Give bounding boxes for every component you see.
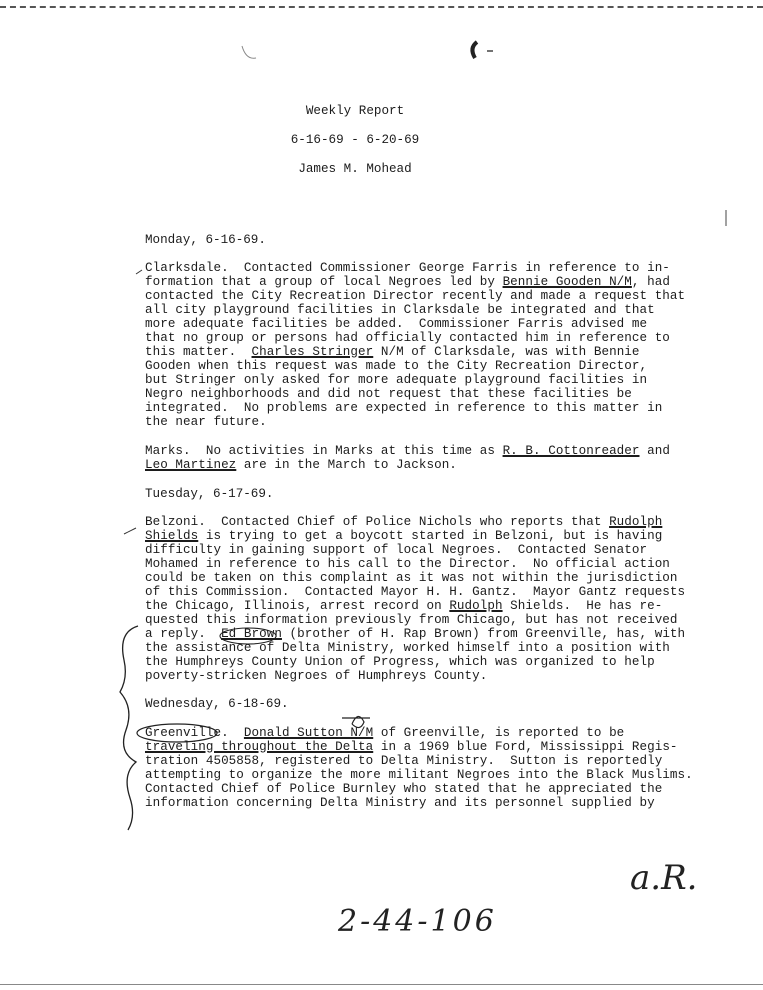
- text-line: Belzoni. Contacted Chief of Police Nichols who reports that Rudolph: [145, 515, 663, 529]
- text-line: poverty-stricken Negroes of Humphreys County.: [145, 669, 488, 683]
- text-line: the near future.: [145, 415, 267, 429]
- text-line: the Humphreys County Union of Progress, which was organized to help: [145, 655, 655, 669]
- margin-tick: [136, 270, 142, 274]
- text-line: more adequate facilities be added. Commissioner Farris advised me: [145, 317, 648, 331]
- text-line: Leo Martinez are in the March to Jackson.: [145, 458, 457, 472]
- text-line: the Chicago, Illinois, arrest record on Rudolph Shields. He has re-: [145, 599, 663, 613]
- text-line: Clarksdale. Contacted Commissioner George Farris in reference to in-: [145, 261, 670, 275]
- text-line: quested this information previously from Chicago, but has not received: [145, 613, 678, 627]
- text-line: Marks. No activities in Marks at this time as R. B. Cottonreader and: [145, 444, 670, 458]
- text-line: all city playground facilities in Clarksdale be integrated and that: [145, 303, 655, 317]
- text-line: contacted the City Recreation Director recently and made a request that: [145, 289, 686, 303]
- text-line: could be taken on this complaint as it was not within the jurisdiction: [145, 571, 678, 585]
- text-line: information concerning Delta Ministry and its personnel supplied by: [145, 796, 655, 810]
- text-line: Mohamed in reference to his call to the Director. No official action: [145, 557, 670, 571]
- report-title: Weekly Report: [305, 104, 405, 118]
- handwritten-initials: a.R.: [630, 858, 698, 898]
- page-bottom-edge: [0, 984, 763, 985]
- text-line: integrated. No problems are expected in reference to this matter in: [145, 401, 663, 415]
- text-line: a reply. Ed Brown (brother of H. Rap Brown) from Greenville, has, with: [145, 627, 686, 641]
- report-dates: 6-16-69 - 6-20-69: [290, 133, 420, 147]
- text-line: traveling throughout the Delta in a 1969 blue Ford, Mississippi Regis-: [145, 740, 678, 754]
- text-line: formation that a group of local Negroes led by Bennie Gooden N/M, had: [145, 275, 670, 289]
- tuesday-heading: Tuesday, 6-17-69.: [145, 487, 274, 501]
- text-line: Greenville. Donald Sutton N/M of Greenville, is reported to be: [145, 726, 625, 740]
- text-line: that no group or persons had officially contacted him in reference to: [145, 331, 670, 345]
- text-line: Negro neighborhoods and did not request that these facilities be: [145, 387, 632, 401]
- scan-mark: [472, 42, 477, 58]
- margin-tick: [124, 528, 136, 534]
- report-author: James M. Mohead: [298, 162, 412, 176]
- text-line: Gooden when this request was made to the City Recreation Director,: [145, 359, 648, 373]
- wednesday-heading: Wednesday, 6-18-69.: [145, 697, 289, 711]
- text-line: of this Commission. Contacted Mayor H. H. Gantz. Mayor Gantz requests: [145, 585, 686, 599]
- monday-heading: Monday, 6-16-69.: [145, 233, 266, 247]
- margin-bracket: [120, 626, 138, 830]
- text-line: tration 4505858, registered to Delta Ministry. Sutton is reportedly: [145, 754, 663, 768]
- text-line: difficulty in gaining support of local Negroes. Contacted Senator: [145, 543, 648, 557]
- text-line: but Stringer only asked for more adequate playground facilities in: [145, 373, 648, 387]
- text-line: this matter. Charles Stringer N/M of Clarksdale, was with Bennie: [145, 345, 640, 359]
- handwritten-file-number: 2-44-106: [338, 904, 497, 939]
- text-line: Shields is trying to get a boycott started in Belzoni, but is having: [145, 529, 663, 543]
- text-line: Contacted Chief of Police Burnley who stated that he appreciated the: [145, 782, 663, 796]
- text-line: the assistance of Delta Ministry, worked himself into a position with: [145, 641, 670, 655]
- scan-mark: [242, 46, 256, 58]
- text-line: attempting to organize the more militant Negroes into the Black Muslims.: [145, 768, 693, 782]
